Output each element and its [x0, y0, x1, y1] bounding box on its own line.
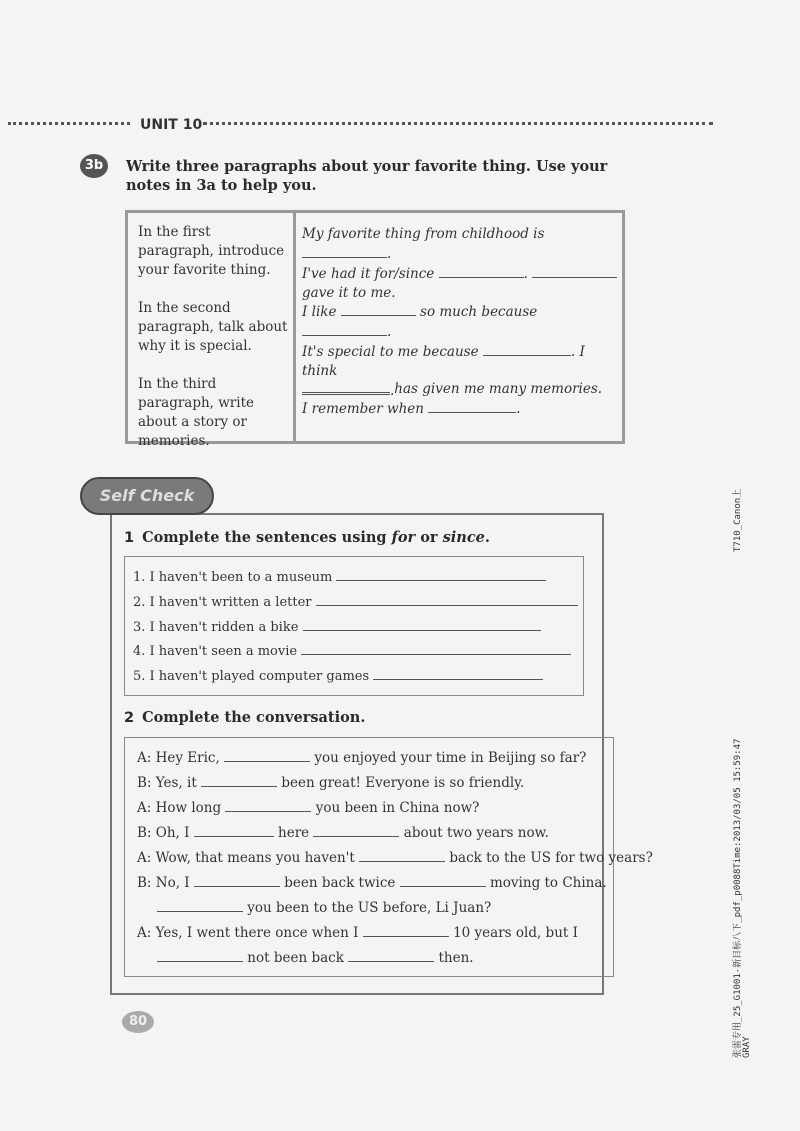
answer-blank[interactable]: [313, 823, 399, 837]
dialogue-line: [157, 948, 474, 966]
dialogue-line: [137, 923, 578, 941]
answer-blank[interactable]: [224, 748, 310, 762]
side-gray-label: GRAY: [742, 1036, 752, 1058]
prompt-text: gave it to me.: [302, 285, 396, 301]
dialogue-text: A: Yes, I went there once when I: [137, 925, 359, 941]
sentence-text: 3. I haven't ridden a bike: [133, 620, 299, 635]
table-divider: [293, 213, 296, 441]
dialogue-text: you been to the US before, Li Juan?: [247, 900, 492, 916]
dialogue-text: here: [278, 825, 310, 841]
table-left-cell: In the third paragraph, write about a story or memories.: [138, 376, 254, 449]
dialogue-text: then.: [438, 950, 474, 966]
answer-blank[interactable]: [303, 617, 541, 631]
answer-blank[interactable]: [336, 567, 546, 581]
dialogue-text: been back twice: [284, 875, 396, 891]
table-right-cell: My favorite thing from childhood is . I've had it for/since . gave it to me.: [302, 225, 622, 303]
list-item: [133, 641, 571, 659]
list-item: [133, 567, 546, 585]
list-item: [133, 666, 543, 684]
answer-blank[interactable]: [341, 302, 416, 316]
table-left-cell: In the first paragraph, introduce your favorite thing.: [138, 224, 285, 278]
side-code: T710_Canon上: [733, 488, 743, 552]
exercise-2-title: [124, 709, 365, 726]
prompt-text: I like: [302, 304, 337, 320]
dialogue-line: [157, 898, 491, 916]
answer-blank[interactable]: [157, 898, 243, 912]
title-for: for: [391, 529, 416, 546]
list-item: [133, 617, 541, 635]
self-check-badge: Self Check: [80, 477, 214, 515]
dialogue-text: A: Wow, that means you haven't: [137, 850, 355, 866]
dialogue-text: B: Oh, I: [137, 825, 190, 841]
answer-blank[interactable]: [194, 823, 274, 837]
answer-blank[interactable]: [302, 244, 387, 258]
title-text: Complete the sentences using: [142, 529, 392, 546]
answer-blank[interactable]: [363, 923, 449, 937]
answer-blank[interactable]: [483, 342, 571, 356]
dialogue-line: [137, 848, 653, 866]
dialogue-line: [137, 798, 479, 816]
answer-blank[interactable]: [439, 264, 524, 278]
answer-blank[interactable]: [359, 848, 445, 862]
dotted-rule-left: [8, 122, 130, 125]
answer-blank[interactable]: [301, 641, 571, 655]
dialogue-text: B: No, I: [137, 875, 190, 891]
page-number: 80: [122, 1011, 154, 1033]
side-print-info: 张雷专用_25_G1001-新目标八下_pdf_p0088Time:2013/03/05 15:59:47: [733, 738, 743, 1058]
dialogue-line: [137, 773, 524, 791]
prompt-text: . I think: [302, 344, 585, 379]
dialogue-text: back to the US for two years?: [449, 850, 653, 866]
answer-blank[interactable]: [428, 399, 516, 413]
dialogue-text: you been in China now?: [315, 800, 480, 816]
table-right-cell: I like so much because . It's special to me because . I think .: [302, 304, 585, 399]
table-left-cell: In the second paragraph, talk about why it is special.: [138, 300, 288, 354]
answer-blank[interactable]: [157, 948, 243, 962]
answer-blank[interactable]: [373, 666, 543, 680]
exercise-number: 2: [124, 710, 135, 726]
dialogue-text: A: Hey Eric,: [137, 750, 220, 766]
prompt-text: It's special to me because: [302, 344, 479, 360]
exercise-2-box: [124, 737, 653, 977]
exercise-1-box: [124, 556, 584, 696]
dialogue-text: B: Yes, it: [137, 775, 197, 791]
dialogue-line: [137, 823, 549, 841]
dialogue-line: [137, 873, 607, 891]
dialogue-text: you enjoyed your time in Beijing so far?: [314, 750, 587, 766]
answer-blank[interactable]: [194, 873, 280, 887]
answer-blank[interactable]: [201, 773, 277, 787]
dialogue-text: A: How long: [137, 800, 222, 816]
section-3b-instruction: Write three paragraphs about your favorite thing. Use your notes in 3a to help you.: [126, 158, 608, 194]
answer-blank[interactable]: [532, 264, 617, 278]
dialogue-text: about two years now.: [403, 825, 549, 841]
title-text: or: [415, 529, 443, 546]
prompt-text: I've had it for/since: [302, 266, 435, 282]
answer-blank[interactable]: [316, 592, 578, 606]
dialogue-text: 10 years old, but I: [453, 925, 578, 941]
prompt-text: so much because: [420, 304, 538, 320]
sentence-text: 5. I haven't played computer games: [133, 669, 370, 684]
dialogue-text: been great! Everyone is so friendly.: [281, 775, 525, 791]
exercise-1-title: [124, 529, 490, 546]
answer-blank[interactable]: [400, 873, 486, 887]
prompt-text: My favorite thing from childhood is: [302, 226, 545, 242]
dialogue-line: [137, 748, 586, 766]
notes-table: [125, 210, 625, 449]
dotted-rule-right: [203, 122, 713, 125]
dialogue-text: not been back: [247, 950, 344, 966]
list-item: [133, 592, 578, 610]
sentence-text: 1. I haven't been to a museum: [133, 570, 333, 585]
table-right-cell: has given me many memories. I remember when .: [302, 381, 603, 417]
dialogue-text: moving to China.: [490, 875, 607, 891]
title-text: .: [484, 529, 490, 546]
exercise-number: 1: [124, 530, 135, 546]
title-text: Complete the conversation.: [142, 709, 366, 726]
title-since: since: [442, 529, 485, 546]
sentence-text: 2. I haven't written a letter: [133, 595, 312, 610]
sentence-text: 4. I haven't seen a movie: [133, 644, 298, 659]
answer-blank[interactable]: [302, 322, 387, 336]
answer-blank[interactable]: [302, 379, 390, 393]
section-3b-badge: 3b: [80, 154, 108, 178]
answer-blank[interactable]: [225, 798, 311, 812]
answer-blank[interactable]: [348, 948, 434, 962]
prompt-text: has given me many memories.: [394, 381, 603, 397]
unit-title: UNIT 10: [140, 117, 203, 133]
prompt-text: I remember when: [302, 401, 424, 417]
